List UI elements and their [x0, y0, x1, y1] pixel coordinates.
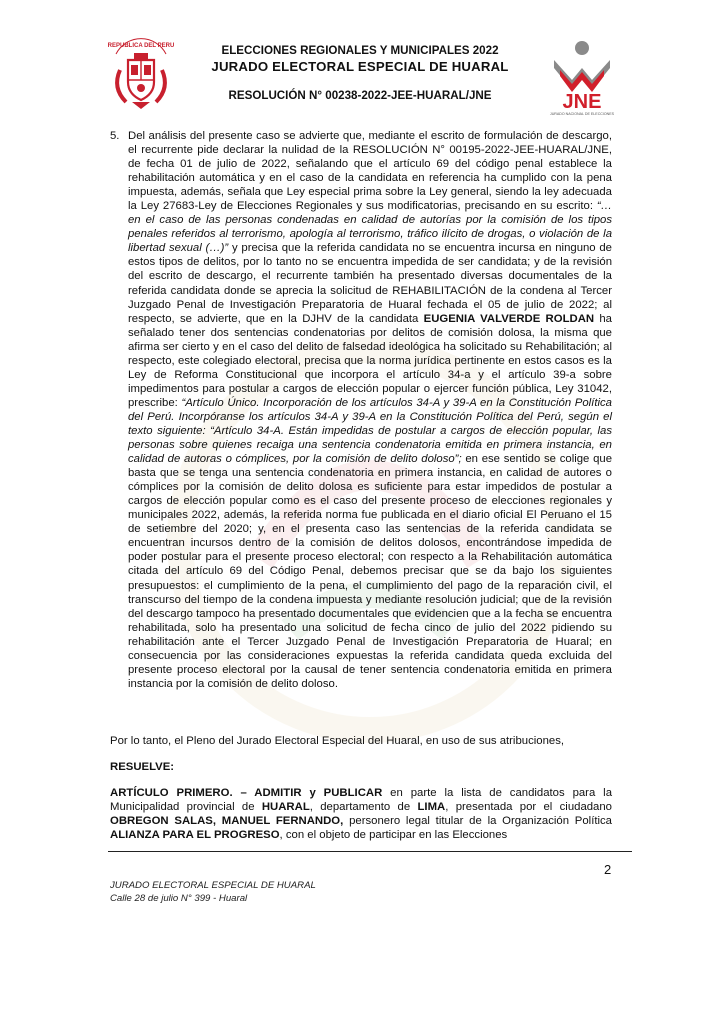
- articulo-primero-paragraph: ARTÍCULO PRIMERO. – ADMITIR y PUBLICAR en parte la lista de candidatos para la Municipalidad provincial de HUARAL, departamento de LIMA, presentada por el ciudadano OBREGON SALAS, MANUEL FERNANDO, personero legal titular de la Organización Política ALIANZA PARA EL PROGRESO, con el objeto de participar en las Elecciones: [110, 787, 612, 842]
- election-title: ELECCIONES REGIONALES Y MUNICIPALES 2022: [221, 44, 499, 57]
- footer-jury-name: JURADO ELECTORAL ESPECIAL DE HUARAL: [110, 880, 316, 891]
- item-number: 5.: [110, 130, 120, 142]
- jne-logo-icon: [546, 38, 618, 118]
- seal-text: REPUBLICA DEL PERU: [107, 43, 175, 49]
- jury-title: JURADO ELECTORAL ESPECIAL DE HUARAL: [211, 59, 509, 74]
- resuelve-heading: RESUELVE:: [110, 761, 175, 773]
- footer-divider: [108, 851, 632, 852]
- footer-address: Calle 28 de julio N° 399 - Huaral: [110, 893, 248, 904]
- item-5-paragraph: Del análisis del presente caso se advierte que, mediante el escrito de formulación de descargo, el recurrente pide declarar la nulidad de la RESOLUCIÓN N° 00195-2022-JEE-HUARAL/JNE, de fecha 01 de julio de 2022, señalando que el artículo 69 del código penal establece la rehabilitación automática y en el caso de la candidata en referencia ha cumplido con la pena impuesta, además, señala que Ley especial prima sobre la Ley general, siendo la ley adecuada la Ley 27683-Ley de Elecciones Regionales y sus modificatorias, precisando en su escrito: “… en el caso de las personas condenadas en calidad de autorías por la comisión de los tipos penales referidos al terrorismo, apología al terrorismo, tráfico ilícito de drogas, o violación de la libertad sexual (…)” y precisa que la referida candidata no se encuentra incursa en ninguno de estos tipos de delitos, por lo tanto no se encuentra impedida de ser candidata; y de la revisión del escrito de descargo, el recurrente también ha presentado diversas documentales de la referida candidata donde se aprecia la solicitud de REHABILITACIÓN de la condena al Tercer Juzgado Penal de Investigación Preparatoria de Huaral fechada el 05 de julio de 2022; al respecto, se advierte, que en la DJHV de la candidata EUGENIA VALVERDE ROLDAN ha señalado tener dos sentencias condenatorias por delitos de comisión dolosa, la misma que afirma ser cierto y en el caso del delito de falsedad ideológica ha solicitado su Rehabilitación; al respecto, este colegiado electoral, precisa que la norma jurídica pertinente en estos casos es la Ley de Reforma Constitucional que incorpora el artículo 34-a y el artículo 39-a sobre impedimentos para postular a cargos de elección popular o ejercer función pública, Ley 31042, prescribe: “Artículo Único. Incorporación de los artículos 34-A y 39-A en la Constitución Política del Perú. Incorpóranse los artículos 34-A y 39-A en la Constitución Política del Perú, según el texto siguiente: “Artículo 34-A. Están impedidas de postular a cargos de elección popular, las personas sobre quienes recaiga una sentencia condenatoria emitida en primera instancia, en calidad de autoras o cómplices, por la comisión de delito doloso”; en ese sentido se colige que basta que se tenga una sentencia condenatoria en primera instancia, en calidad de autores o cómplices por la comisión de delito dolosa es suficiente para estar impedidos de postular a cargos de elección popular como es el caso del presente proceso de elecciones regionales y municipales 2022, además, la referida norma fue publicada en el diario oficial El Peruano el 15 de setiembre del 2020; y, en el presenta caso las sentencias de la referida candidata se encuentran incursos dentro de la comisión de delitos dolosos, encontrándose impedida de poder postular para el presente proceso electoral; con respecto a la Rehabilitación automática citada del artículo 69 del Código Penal, debemos precisar que se da bajo los siguientes presupuestos: el cumplimiento de la pena, el cumplimiento del pago de la reparación civil, el transcurso del tiempo de la condena impuesta y mediante resolución judicial; que de la revisión del descargo tampoco ha presentado documentales que evidencien que a la fecha se encuentra rehabilitada, solo ha presentado una solicitud de fecha cinco de julio del 2022 pidiendo su rehabilitación ante el Tercer Juzgado Penal de Investigación Preparatoria de Huaral; en consecuencia por las consideraciones expuestas la referida candidata queda excluida del presente proceso electoral por la causal de tener sentencia condenatoria emitida en primera instancia por la comisión de delito doloso.: [128, 130, 613, 690]
- page-number: 2: [604, 862, 612, 877]
- peru-coat-of-arms-icon: [106, 36, 176, 114]
- jne-logo-text: JNE: [562, 91, 602, 113]
- por-lo-tanto-paragraph: Por lo tanto, el Pleno del Jurado Electoral Especial del Huaral, en uso de sus atribuciones,: [110, 735, 565, 747]
- resolution-number: RESOLUCIÓN N° 00238-2022-JEE-HUARAL/JNE: [228, 89, 492, 102]
- jne-logo-caption: JURADO NACIONAL DE ELECCIONES: [549, 112, 615, 116]
